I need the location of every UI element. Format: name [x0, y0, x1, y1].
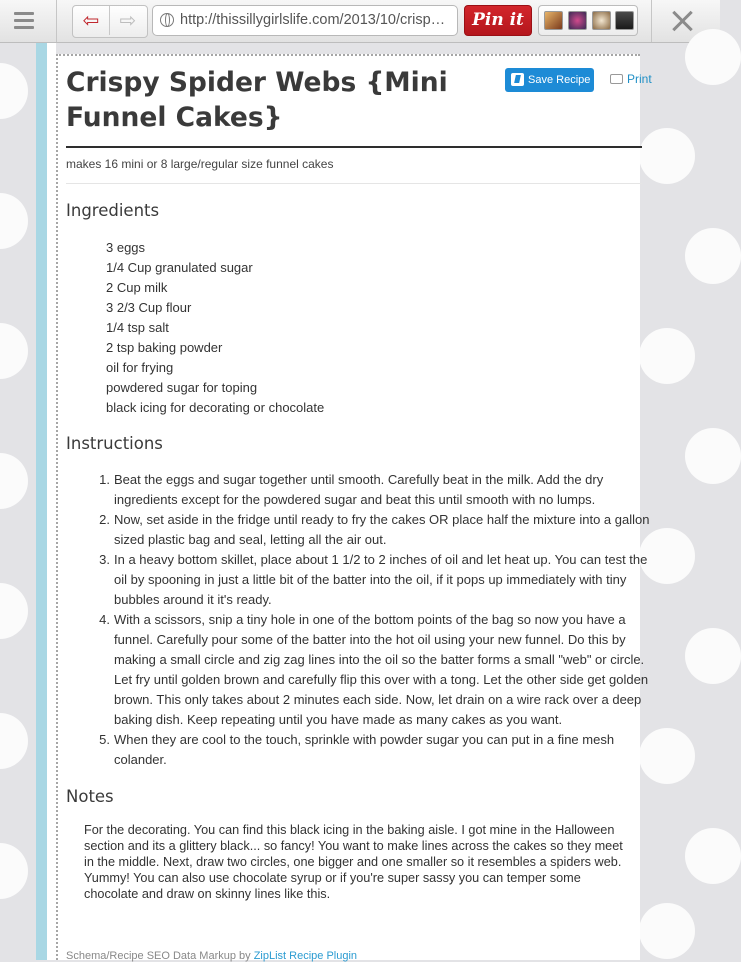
polka-dot	[0, 323, 28, 379]
step-number: 2.	[99, 512, 110, 527]
polka-dot	[685, 828, 741, 884]
ingredient-item: 1/4 Cup granulated sugar	[106, 260, 253, 275]
recipe-card	[56, 54, 652, 962]
polka-dot	[685, 29, 741, 85]
toolbar-divider	[56, 0, 57, 42]
address-bar[interactable]	[152, 5, 458, 36]
notes-heading: Notes	[66, 787, 114, 806]
instruction-step	[58, 610, 649, 730]
tab-thumbnail-icon[interactable]	[568, 11, 587, 30]
tab-thumbnail-icon[interactable]	[592, 11, 611, 30]
navigation-buttons	[72, 5, 148, 38]
step-text: In a heavy bottom skillet, place about 1 1/2 to 2 inches of oil and let heat up. You can test the oil by spooning in just a little bit of the batter into the oil, if it pops up immediately with tiny bubbles around it it's ready.	[114, 552, 648, 607]
polka-dot	[0, 453, 28, 509]
step-number: 4.	[99, 612, 110, 627]
ingredients-list	[106, 238, 324, 418]
step-number: 5.	[99, 732, 110, 747]
polka-dot	[639, 328, 695, 384]
polka-dot	[0, 63, 28, 119]
footer-credit	[66, 950, 357, 962]
back-arrow-icon[interactable]: ⇦	[82, 8, 100, 32]
step-number: 3.	[99, 552, 110, 567]
instructions-heading: Instructions	[66, 434, 163, 453]
instructions-list	[58, 470, 650, 770]
polka-dot	[685, 428, 741, 484]
ingredient-item: 1/4 tsp salt	[106, 320, 169, 335]
page-background-left	[0, 43, 36, 960]
polka-dot	[639, 903, 695, 959]
polka-dot	[0, 583, 28, 639]
recipe-yield: makes 16 mini or 8 large/regular size funnel cakes	[66, 157, 334, 171]
browser-toolbar	[0, 0, 720, 43]
ziplist-plugin-link[interactable]: ZipList Recipe Plugin	[253, 950, 358, 962]
printer-icon	[610, 74, 623, 84]
polka-dot	[639, 128, 695, 184]
ingredient-item: oil for frying	[106, 360, 174, 375]
step-text: Beat the eggs and sugar together until smooth. Carefully beat in the milk. Add the dry ingredients except for the powdered sugar and beat this until smooth with no lumps.	[114, 472, 604, 507]
title-divider	[66, 146, 642, 148]
instruction-step	[58, 470, 642, 510]
ingredient-item: 3 eggs	[106, 240, 146, 255]
ingredient-item: 2 Cup milk	[106, 280, 168, 295]
ingredient-item: black icing for decorating or chocolate	[106, 400, 325, 415]
url-text[interactable]: http://thissillygirlslife.com/2013/10/crisp…	[180, 12, 446, 28]
forward-arrow-icon[interactable]: ⇨	[119, 8, 137, 32]
close-icon[interactable]	[668, 7, 696, 35]
content-margin	[47, 43, 56, 960]
polka-dot	[685, 628, 741, 684]
instruction-step	[58, 510, 650, 550]
ingredient-item: 2 tsp baking powder	[106, 340, 223, 355]
instruction-step	[58, 550, 648, 610]
tab-thumbnails[interactable]	[538, 5, 638, 36]
ingredient-item: powdered sugar for toping	[106, 380, 258, 395]
footer-text: Schema/Recipe SEO Data Markup by	[66, 950, 254, 962]
instruction-step	[58, 730, 642, 770]
globe-icon	[160, 13, 174, 27]
save-recipe-button[interactable]	[505, 68, 594, 92]
step-number: 1.	[99, 472, 110, 487]
print-label[interactable]: Print	[627, 72, 652, 86]
yield-divider	[66, 183, 642, 184]
ingredients-heading: Ingredients	[66, 201, 160, 220]
step-text: Now, set aside in the fridge until ready to fry the cakes OR place half the mixture into a gallon sized plastic bag and seal, letting all the air out.	[114, 512, 650, 547]
polka-dot	[0, 843, 28, 899]
notes-text: For the decorating. You can find this black icing in the baking aisle. I got mine in the Halloween section and its a glittery black... so fancy! You want to make lines across the cakes so they meet in the middle. Next, draw two circles, one bigger and one smaller so it resembles a spiders web. Yummy! You can also use chocolate syrup or if you're super sassy you can temper some chocolate and draw on skinny lines like this.	[84, 823, 623, 901]
pin-it-button[interactable]: Pin it	[464, 5, 532, 36]
polka-dot	[0, 713, 28, 769]
tab-thumbnail-icon[interactable]	[615, 11, 634, 30]
polka-dot	[685, 228, 741, 284]
save-recipe-icon	[511, 73, 524, 86]
step-text: With a scissors, snip a tiny hole in one of the bottom points of the bag so now you have a funnel. Carefully pour some of the batter into the hot oil using your new funnel. Do this by making a small circle and zig zag lines into the oil so the batter forms a small "web" or circle. Let fry until golden brown and carefully flip this over with a tong. Let the other side get golden brown. This only takes about 2 minutes each side. Now, let drain on a wire rack over a deep baking dish. Keep repeating until you have made as many cakes as you want.	[114, 612, 649, 727]
polka-dot	[0, 193, 28, 249]
decorative-stripe	[36, 43, 47, 960]
ingredient-item: 3 2/3 Cup flour	[106, 300, 192, 315]
print-link[interactable]	[610, 70, 650, 88]
save-recipe-label: Save Recipe	[528, 74, 591, 86]
step-text: When they are cool to the touch, sprinkle with powder sugar you can put in a fine mesh colander.	[114, 732, 615, 767]
recipe-title: Crispy Spider Webs {Mini Funnel Cakes}	[66, 67, 448, 133]
menu-icon[interactable]	[10, 8, 38, 34]
toolbar-divider	[651, 0, 652, 42]
tab-thumbnail-icon[interactable]	[544, 11, 563, 30]
